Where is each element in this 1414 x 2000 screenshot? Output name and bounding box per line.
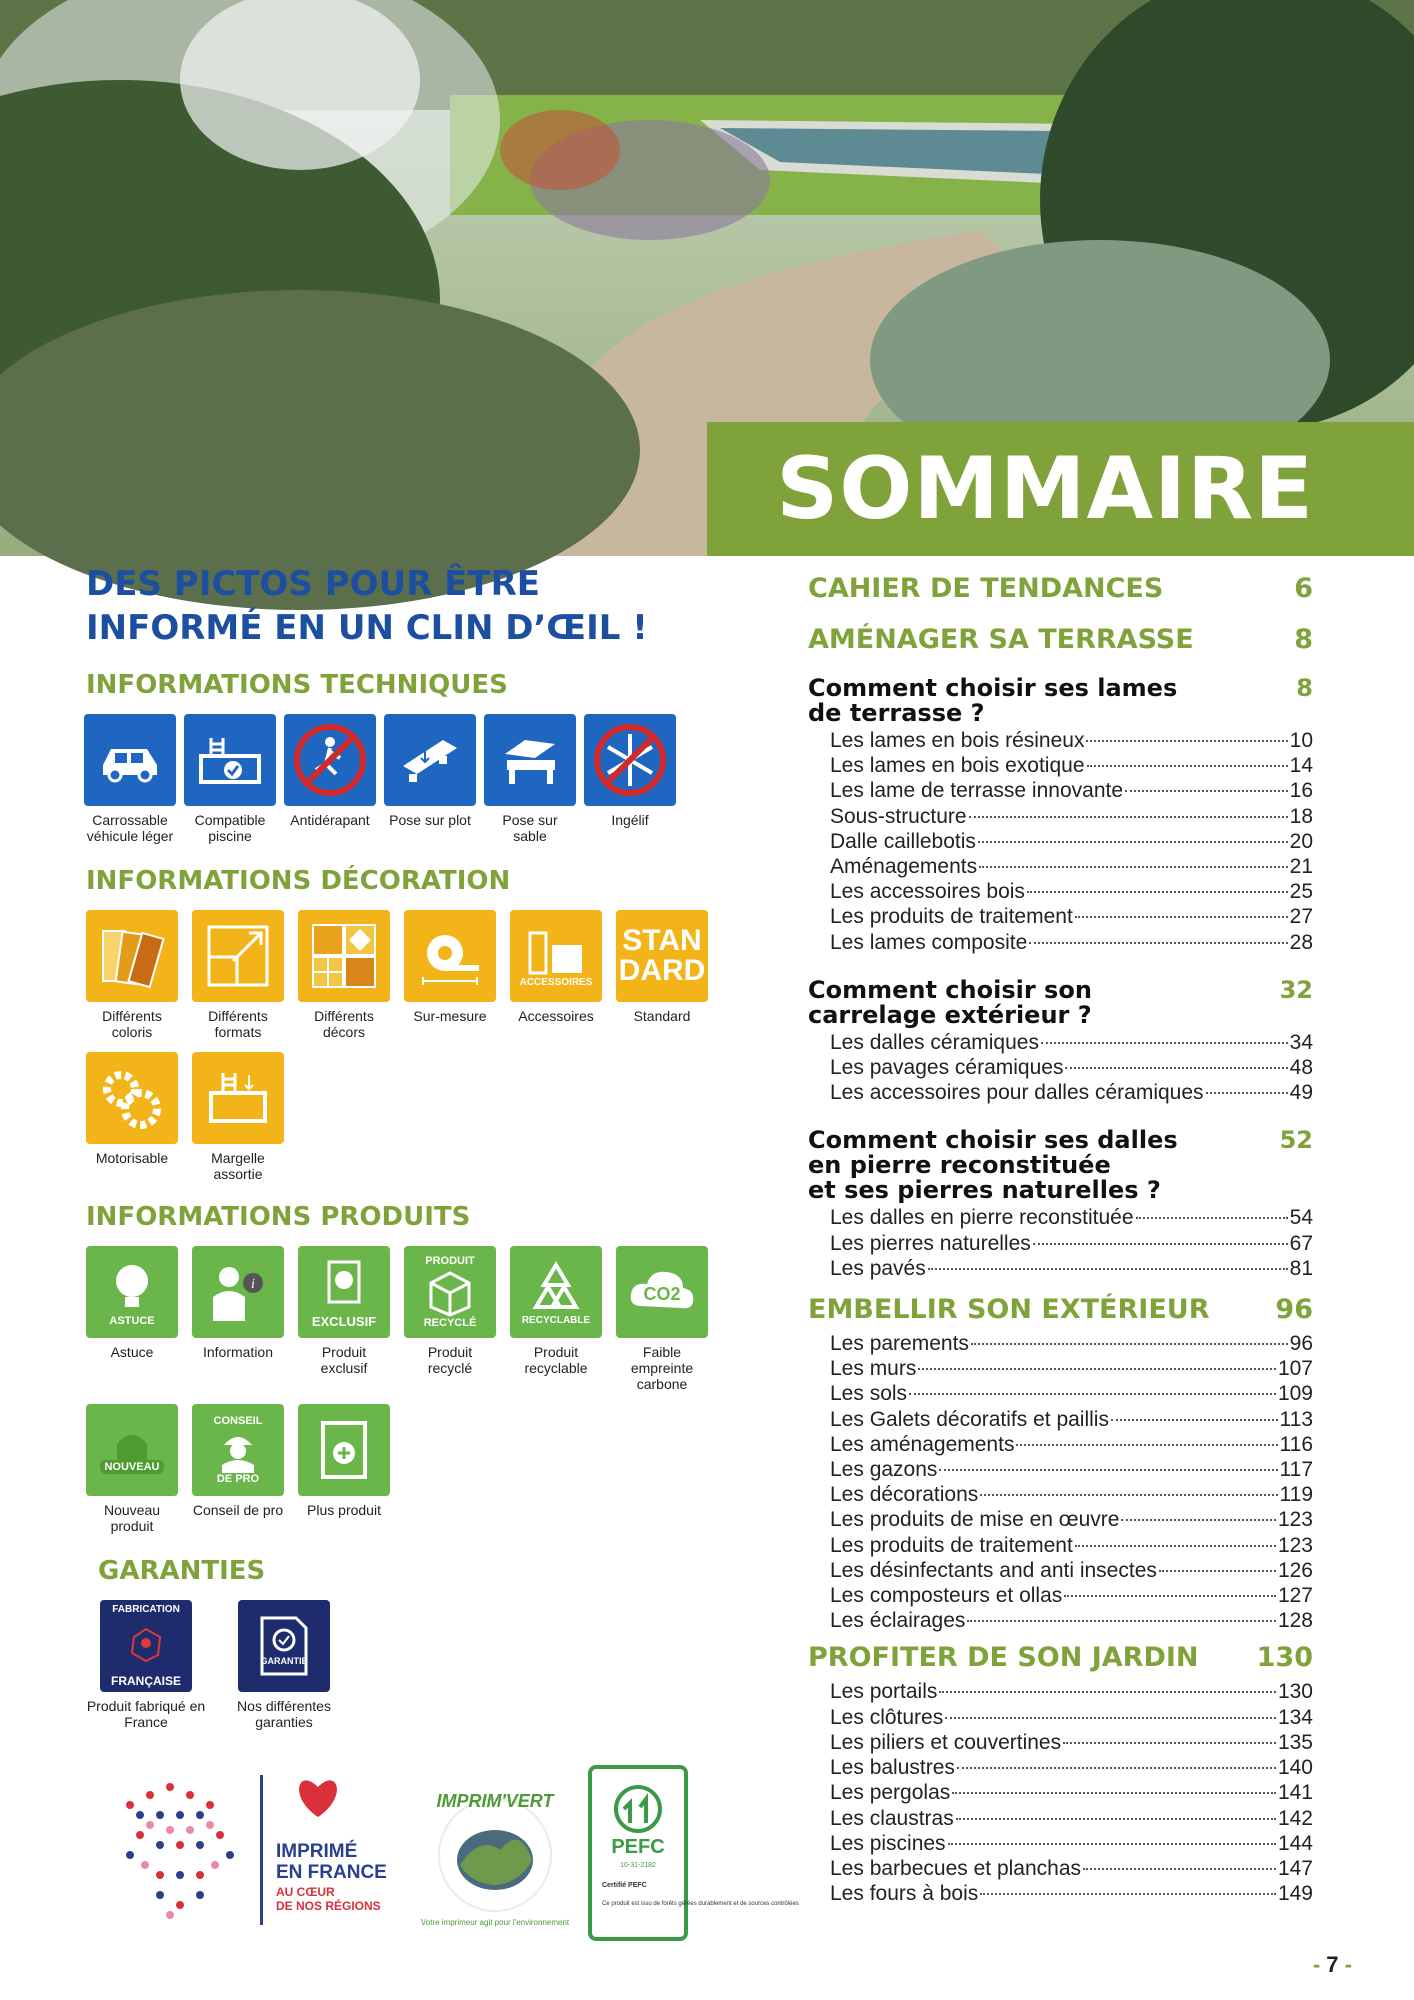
toc-entry-page: 123 — [1277, 1508, 1313, 1532]
toc-entry[interactable] — [830, 1080, 1313, 1105]
toc-leader-dots — [1027, 891, 1288, 893]
toc-entry-label: Les composteurs et ollas — [830, 1584, 1063, 1608]
toc-entry-label: Les gazons — [830, 1458, 938, 1482]
toc-entry-page: 130 — [1277, 1680, 1313, 1704]
svg-text:Votre imprimeur agit pour l'en: Votre imprimeur agit pour l'environnement — [420, 1918, 570, 1927]
picto-accessoires: ACCESSOIRES Accessoires — [510, 910, 602, 1040]
toc-list-carrelage — [808, 1030, 1313, 1106]
toc-entry-label: Les portails — [830, 1680, 938, 1704]
gears-icon — [86, 1052, 178, 1144]
toc-entry-label: Les lames en bois résineux — [830, 729, 1085, 752]
toc-list-jardin — [808, 1679, 1313, 1906]
tech-icons — [84, 714, 726, 844]
toc-entry[interactable] — [830, 1806, 1313, 1831]
frost-icon — [584, 714, 676, 806]
toc-leader-dots — [1075, 916, 1288, 918]
toc-leader-dots — [979, 866, 1288, 868]
toc-entry[interactable] — [830, 1231, 1313, 1256]
toc-entry-label: Les lame de terrasse innovante — [830, 779, 1124, 803]
toc-entry[interactable] — [830, 1205, 1313, 1230]
pictos-heading: DES PICTOS POUR ÊTRE INFORMÉ EN UN CLIN D’ŒIL ! — [86, 564, 648, 648]
svg-text:CO2: CO2 — [643, 1284, 681, 1304]
picto-antislip: Antidérapant — [284, 714, 376, 844]
picto-margelle: Margelle assortie — [192, 1052, 284, 1182]
toc-list-lames — [808, 728, 1313, 955]
toc-entry[interactable] — [830, 778, 1313, 803]
toc-entry-label: Les fours à bois — [830, 1882, 979, 1906]
imprime-en-france-logo — [126, 1775, 387, 1925]
toc-entry-page: 34 — [1289, 1030, 1313, 1054]
toc-entry-label: Les produits de mise en œuvre — [830, 1508, 1120, 1532]
margelle-icon — [192, 1052, 284, 1144]
toc-entry-page: 96 — [1289, 1332, 1313, 1356]
toc-entry[interactable] — [830, 1856, 1313, 1881]
toc-entry-label: Les éclairages — [830, 1609, 966, 1633]
toc-entry-label: Les produits de traitement — [830, 905, 1073, 929]
imprim-vert-logo — [421, 1791, 570, 1927]
toc-entry[interactable] — [830, 1755, 1313, 1780]
toc-leader-dots — [1063, 1742, 1276, 1744]
toc-entry-label: Les accessoires bois — [830, 880, 1025, 904]
recycle-icon: RECYCLABLE — [510, 1246, 602, 1338]
toc-leader-dots — [1083, 1868, 1276, 1870]
toc-entry-page: 117 — [1279, 1458, 1313, 1482]
toc-entry[interactable] — [830, 1831, 1313, 1856]
svg-text:EN FRANCE: EN FRANCE — [276, 1862, 387, 1883]
prod-icons-row1 — [86, 1246, 726, 1392]
co2-icon — [616, 1246, 708, 1338]
toc-entry[interactable] — [830, 1679, 1313, 1704]
picto-recyclable: RECYCLABLE Produit recyclable — [510, 1246, 602, 1392]
svg-text:DE NOS RÉGIONS: DE NOS RÉGIONS — [276, 1899, 381, 1913]
toc-list-embellir — [808, 1331, 1313, 1633]
decors-icon — [298, 910, 390, 1002]
plot-icon — [384, 714, 476, 806]
toc-section-jardin[interactable]: PROFITER DE SON JARDIN 130 — [808, 1642, 1313, 1674]
swatches-icon — [86, 910, 178, 1002]
new-icon: NOUVEAU — [86, 1404, 178, 1496]
toc-leader-dots — [971, 1343, 1288, 1345]
toc-leader-dots — [1121, 1519, 1275, 1521]
toc-entry[interactable] — [830, 829, 1313, 854]
toc-entry-page: 21 — [1289, 855, 1313, 879]
toc-leader-dots — [957, 1767, 1276, 1769]
toc-leader-dots — [1041, 1042, 1288, 1044]
france-icon: FABRICATION FRANÇAISE — [100, 1600, 192, 1692]
toc-leader-dots — [952, 1792, 1276, 1794]
toc-entry-page: 149 — [1277, 1882, 1313, 1906]
picto-car: Carrossable véhicule léger — [84, 714, 176, 844]
tech-section-title: INFORMATIONS TECHNIQUES — [86, 670, 508, 700]
toc-entry[interactable] — [830, 854, 1313, 879]
toc-leader-dots — [939, 1691, 1276, 1693]
tape-icon — [404, 910, 496, 1002]
toc-leader-dots — [948, 1843, 1276, 1845]
svg-text:PEFC: PEFC — [611, 1836, 665, 1858]
picto-information: i Information — [192, 1246, 284, 1392]
svg-text:i: i — [251, 1277, 255, 1292]
info-person-icon — [192, 1246, 284, 1338]
picto-plus-produit: Plus produit — [298, 1404, 390, 1534]
toc-entry-page: 16 — [1289, 779, 1313, 803]
toc-leader-dots — [928, 1268, 1288, 1270]
picto-conseil-pro: CONSEIL DE PRO Conseil de pro — [192, 1404, 284, 1534]
toc-section-tendances[interactable]: CAHIER DE TENDANCES 6 — [808, 573, 1313, 604]
toc-entry[interactable] — [830, 1583, 1313, 1608]
pool-icon — [184, 714, 276, 806]
toc-leader-dots — [1111, 1419, 1278, 1421]
garanties-section-title: GARANTIES — [98, 1556, 266, 1586]
pictos-legend — [86, 556, 726, 1730]
toc-entry[interactable] — [830, 1381, 1313, 1406]
toc-leader-dots — [1064, 1595, 1276, 1597]
picto-recycle: PRODUIT RECYCLÉ Produit recyclé — [404, 1246, 496, 1392]
pefc-logo — [590, 1767, 799, 1939]
toc-leader-dots — [1075, 1545, 1276, 1547]
toc-entry-label: Les pavés — [830, 1256, 926, 1280]
svg-text:10-31-2182: 10-31-2182 — [620, 1862, 656, 1869]
toc-entry-label: Les lames composite — [830, 930, 1028, 954]
toc-entry-label: Les dalles en pierre reconstituée — [830, 1206, 1134, 1230]
page-title: SOMMAIRE — [776, 439, 1314, 539]
toc-entry[interactable] — [830, 1432, 1313, 1457]
toc-entry-page: 67 — [1289, 1231, 1313, 1255]
antislip-icon — [284, 714, 376, 806]
svg-text:Ce produit est issu de forêts: Ce produit est issu de forêts gérées durablement et de sources contrôlées — [602, 1901, 799, 1907]
toc-sub-lames[interactable]: Comment choisir ses lames de terrasse ? 8 — [808, 674, 1313, 727]
toc-entry-label: Les piliers et couvertines — [830, 1730, 1062, 1754]
toc-leader-dots — [980, 1893, 1276, 1895]
car-icon — [84, 714, 176, 806]
toc-entry[interactable] — [830, 728, 1313, 753]
toc-entry[interactable] — [830, 1356, 1313, 1381]
toc-entry-page: 54 — [1289, 1206, 1313, 1230]
exclusive-icon: EXCLUSIF — [298, 1246, 390, 1338]
toc-leader-dots — [918, 1368, 1276, 1370]
toc-entry-page: 141 — [1277, 1781, 1313, 1805]
svg-text:IMPRIMÉ: IMPRIMÉ — [276, 1841, 358, 1862]
picto-nouveau: NOUVEAU Nouveau produit — [86, 1404, 178, 1534]
picto-france: FABRICATION FRANÇAISE Produit fabriqué en France — [100, 1600, 192, 1730]
sand-icon — [484, 714, 576, 806]
toc-section-terrasse[interactable]: AMÉNAGER SA TERRASSE 8 — [808, 624, 1313, 655]
formats-icon — [192, 910, 284, 1002]
deco-icons-row2 — [86, 1052, 726, 1182]
toc-entry-page: 28 — [1289, 930, 1313, 954]
picto-pool: Compatible piscine — [184, 714, 276, 844]
toc-entry[interactable] — [830, 1030, 1313, 1055]
page-number: - 7 - — [1312, 1952, 1352, 1977]
toc-entry-page: 107 — [1277, 1357, 1313, 1381]
toc-entry[interactable] — [830, 804, 1313, 829]
toc-entry-page: 123 — [1277, 1533, 1313, 1557]
toc-entry-page: 81 — [1289, 1256, 1313, 1280]
picto-coloris: Différents coloris — [86, 910, 178, 1040]
toc-entry-page: 113 — [1279, 1407, 1313, 1431]
toc-entry-label: Les accessoires pour dalles céramiques — [830, 1081, 1204, 1105]
picto-standard: STAN DARD Standard — [616, 910, 708, 1040]
deco-section-title: INFORMATIONS DÉCORATION — [86, 866, 511, 896]
toc-leader-dots — [909, 1393, 1276, 1395]
picto-sur-mesure: Sur-mesure — [404, 910, 496, 1040]
toc-entry[interactable] — [830, 1331, 1313, 1356]
svg-text:IMPRIM'VERT: IMPRIM'VERT — [436, 1791, 554, 1811]
toc-entry-page: 10 — [1289, 729, 1313, 752]
toc-entry-label: Les balustres — [830, 1756, 955, 1780]
toc-entry[interactable] — [830, 904, 1313, 929]
toc-entry-label: Aménagements — [830, 855, 978, 879]
picto-carbone: CO2 Faible empreinte carbone — [616, 1246, 708, 1392]
toc-entry-label: Dalle caillebotis — [830, 829, 976, 853]
toc-entry-label: Les pergolas — [830, 1781, 951, 1805]
toc-entry-page: 128 — [1277, 1609, 1313, 1633]
prod-section-title: INFORMATIONS PRODUITS — [86, 1202, 471, 1232]
toc-entry-page: 109 — [1277, 1382, 1313, 1406]
toc-leader-dots — [1125, 790, 1288, 792]
svg-text:Certifié PEFC: Certifié PEFC — [602, 1882, 647, 1889]
toc-sub-pierre[interactable]: Comment choisir ses dalles en pierre reconstituée et ses pierres naturelles ? 52 — [808, 1126, 1313, 1205]
toc-leader-dots — [1065, 1067, 1287, 1069]
toc-leader-dots — [1206, 1092, 1288, 1094]
toc-entry[interactable] — [830, 879, 1313, 904]
toc-leader-dots — [945, 1717, 1276, 1719]
toc-leader-dots — [978, 841, 1288, 843]
toc-entry-page: 126 — [1277, 1558, 1313, 1582]
toc-entry[interactable] — [830, 753, 1313, 778]
toc-leader-dots — [1159, 1570, 1276, 1572]
toc-entry-label: Les décorations — [830, 1483, 979, 1507]
toc-leader-dots — [1087, 765, 1288, 767]
toc-section-embellir[interactable]: EMBELLIR SON EXTÉRIEUR 96 — [808, 1294, 1313, 1326]
toc-entry-page: 142 — [1277, 1806, 1313, 1830]
toc-entry[interactable] — [830, 1705, 1313, 1730]
toc-entry-page: 140 — [1277, 1756, 1313, 1780]
toc-sub-carrelage[interactable]: Comment choisir son carrelage extérieur ? 32 — [808, 975, 1313, 1029]
toc-entry[interactable] — [830, 1482, 1313, 1507]
toc-entry[interactable] — [830, 1780, 1313, 1805]
toc-entry-label: Sous-structure — [830, 804, 967, 828]
prod-icons-row2 — [86, 1404, 726, 1534]
toc-leader-dots — [969, 816, 1288, 818]
toc-entry[interactable] — [830, 930, 1313, 955]
picto-garantie: GARANTIE Nos différentes garanties — [238, 1600, 330, 1730]
picto-decors: Différents décors — [298, 910, 390, 1040]
toc-leader-dots — [967, 1620, 1276, 1622]
toc-entry-label: Les produits de traitement — [830, 1533, 1073, 1557]
toc-entry-label: Les lames en bois exotique — [830, 754, 1085, 778]
toc-entry-label: Les pavages céramiques — [830, 1056, 1064, 1080]
picto-motorisable: Motorisable — [86, 1052, 178, 1182]
deco-icons-row1 — [86, 910, 726, 1040]
toc-entry-label: Les pierres naturelles — [830, 1231, 1031, 1255]
toc-entry-label: Les murs — [830, 1357, 917, 1381]
picto-exclusif: EXCLUSIF Produit exclusif — [298, 1246, 390, 1392]
toc-entry-label: Les sols — [830, 1382, 908, 1406]
toc-entry-label: Les dalles céramiques — [830, 1030, 1039, 1054]
toc-entry-label: Les aménagements — [830, 1432, 1015, 1456]
toc-entry-page: 147 — [1277, 1856, 1313, 1880]
toc-leader-dots — [1136, 1217, 1288, 1219]
toc-entry[interactable] — [830, 1407, 1313, 1432]
toc-entry-page: 134 — [1277, 1705, 1313, 1729]
toc-leader-dots — [939, 1469, 1277, 1471]
pro-advice-icon: CONSEIL DE PRO — [192, 1404, 284, 1496]
toc-list-pierre — [808, 1205, 1313, 1281]
certification-logos — [100, 1765, 799, 1945]
accessories-icon: ACCESSOIRES — [510, 910, 602, 1002]
toc-entry-page: 127 — [1277, 1584, 1313, 1608]
plus-product-icon — [298, 1404, 390, 1496]
picto-astuce: ASTUCE Astuce — [86, 1246, 178, 1392]
toc-leader-dots — [1086, 740, 1287, 742]
toc-entry[interactable] — [830, 1507, 1313, 1532]
picto-sand: Pose sur sable — [484, 714, 576, 844]
toc-entry-label: Les clôtures — [830, 1705, 944, 1729]
toc-leader-dots — [956, 1818, 1276, 1820]
toc-entry-label: Les parements — [830, 1332, 969, 1356]
guarantee-icon — [238, 1600, 330, 1692]
toc-entry-label: Les barbecues et planchas — [830, 1856, 1082, 1880]
toc-entry-page: 144 — [1277, 1831, 1313, 1855]
toc-entry-label: Les claustras — [830, 1806, 954, 1830]
toc-leader-dots — [1033, 1243, 1288, 1245]
picto-formats: Différents formats — [192, 910, 284, 1040]
toc-entry-label: Les désinfectants and anti insectes — [830, 1558, 1157, 1582]
toc-entry-page: 18 — [1289, 804, 1313, 828]
toc-entry[interactable] — [830, 1608, 1313, 1633]
toc-leader-dots — [1029, 942, 1287, 944]
svg-text:AU CŒUR: AU CŒUR — [276, 1885, 335, 1899]
svg-text:GARANTIE: GARANTIE — [260, 1656, 308, 1666]
toc-entry[interactable] — [830, 1558, 1313, 1583]
toc-entry[interactable] — [830, 1457, 1313, 1482]
toc-leader-dots — [980, 1494, 1277, 1496]
standard-icon: STAN DARD — [616, 910, 708, 1002]
bulb-icon: ASTUCE — [86, 1246, 178, 1338]
toc-entry[interactable] — [830, 1256, 1313, 1281]
toc-entry-page: 14 — [1289, 754, 1313, 778]
picto-plot: Pose sur plot — [384, 714, 476, 844]
toc-entry[interactable] — [830, 1055, 1313, 1080]
toc-entry-page: 20 — [1289, 829, 1313, 853]
toc-entry[interactable] — [830, 1881, 1313, 1906]
toc-leader-dots — [1016, 1444, 1277, 1446]
toc-entry[interactable] — [830, 1533, 1313, 1558]
toc-entry-page: 48 — [1289, 1056, 1313, 1080]
toc-entry-page: 116 — [1279, 1432, 1313, 1456]
toc-entry-label: Les piscines — [830, 1831, 946, 1855]
toc-entry-page: 25 — [1289, 880, 1313, 904]
picto-frost: Ingélif — [584, 714, 676, 844]
recycled-box-icon: PRODUIT RECYCLÉ — [404, 1246, 496, 1338]
sommaire-banner — [707, 422, 1414, 556]
toc-entry-page: 27 — [1289, 905, 1313, 929]
toc-entry-page: 135 — [1277, 1730, 1313, 1754]
toc-entry-page: 49 — [1289, 1081, 1313, 1105]
table-of-contents — [808, 570, 1313, 1906]
toc-entry-label: Les Galets décoratifs et paillis — [830, 1407, 1109, 1431]
garanties-icons — [86, 1600, 726, 1730]
toc-entry[interactable] — [830, 1730, 1313, 1755]
toc-entry-page: 119 — [1279, 1483, 1313, 1507]
